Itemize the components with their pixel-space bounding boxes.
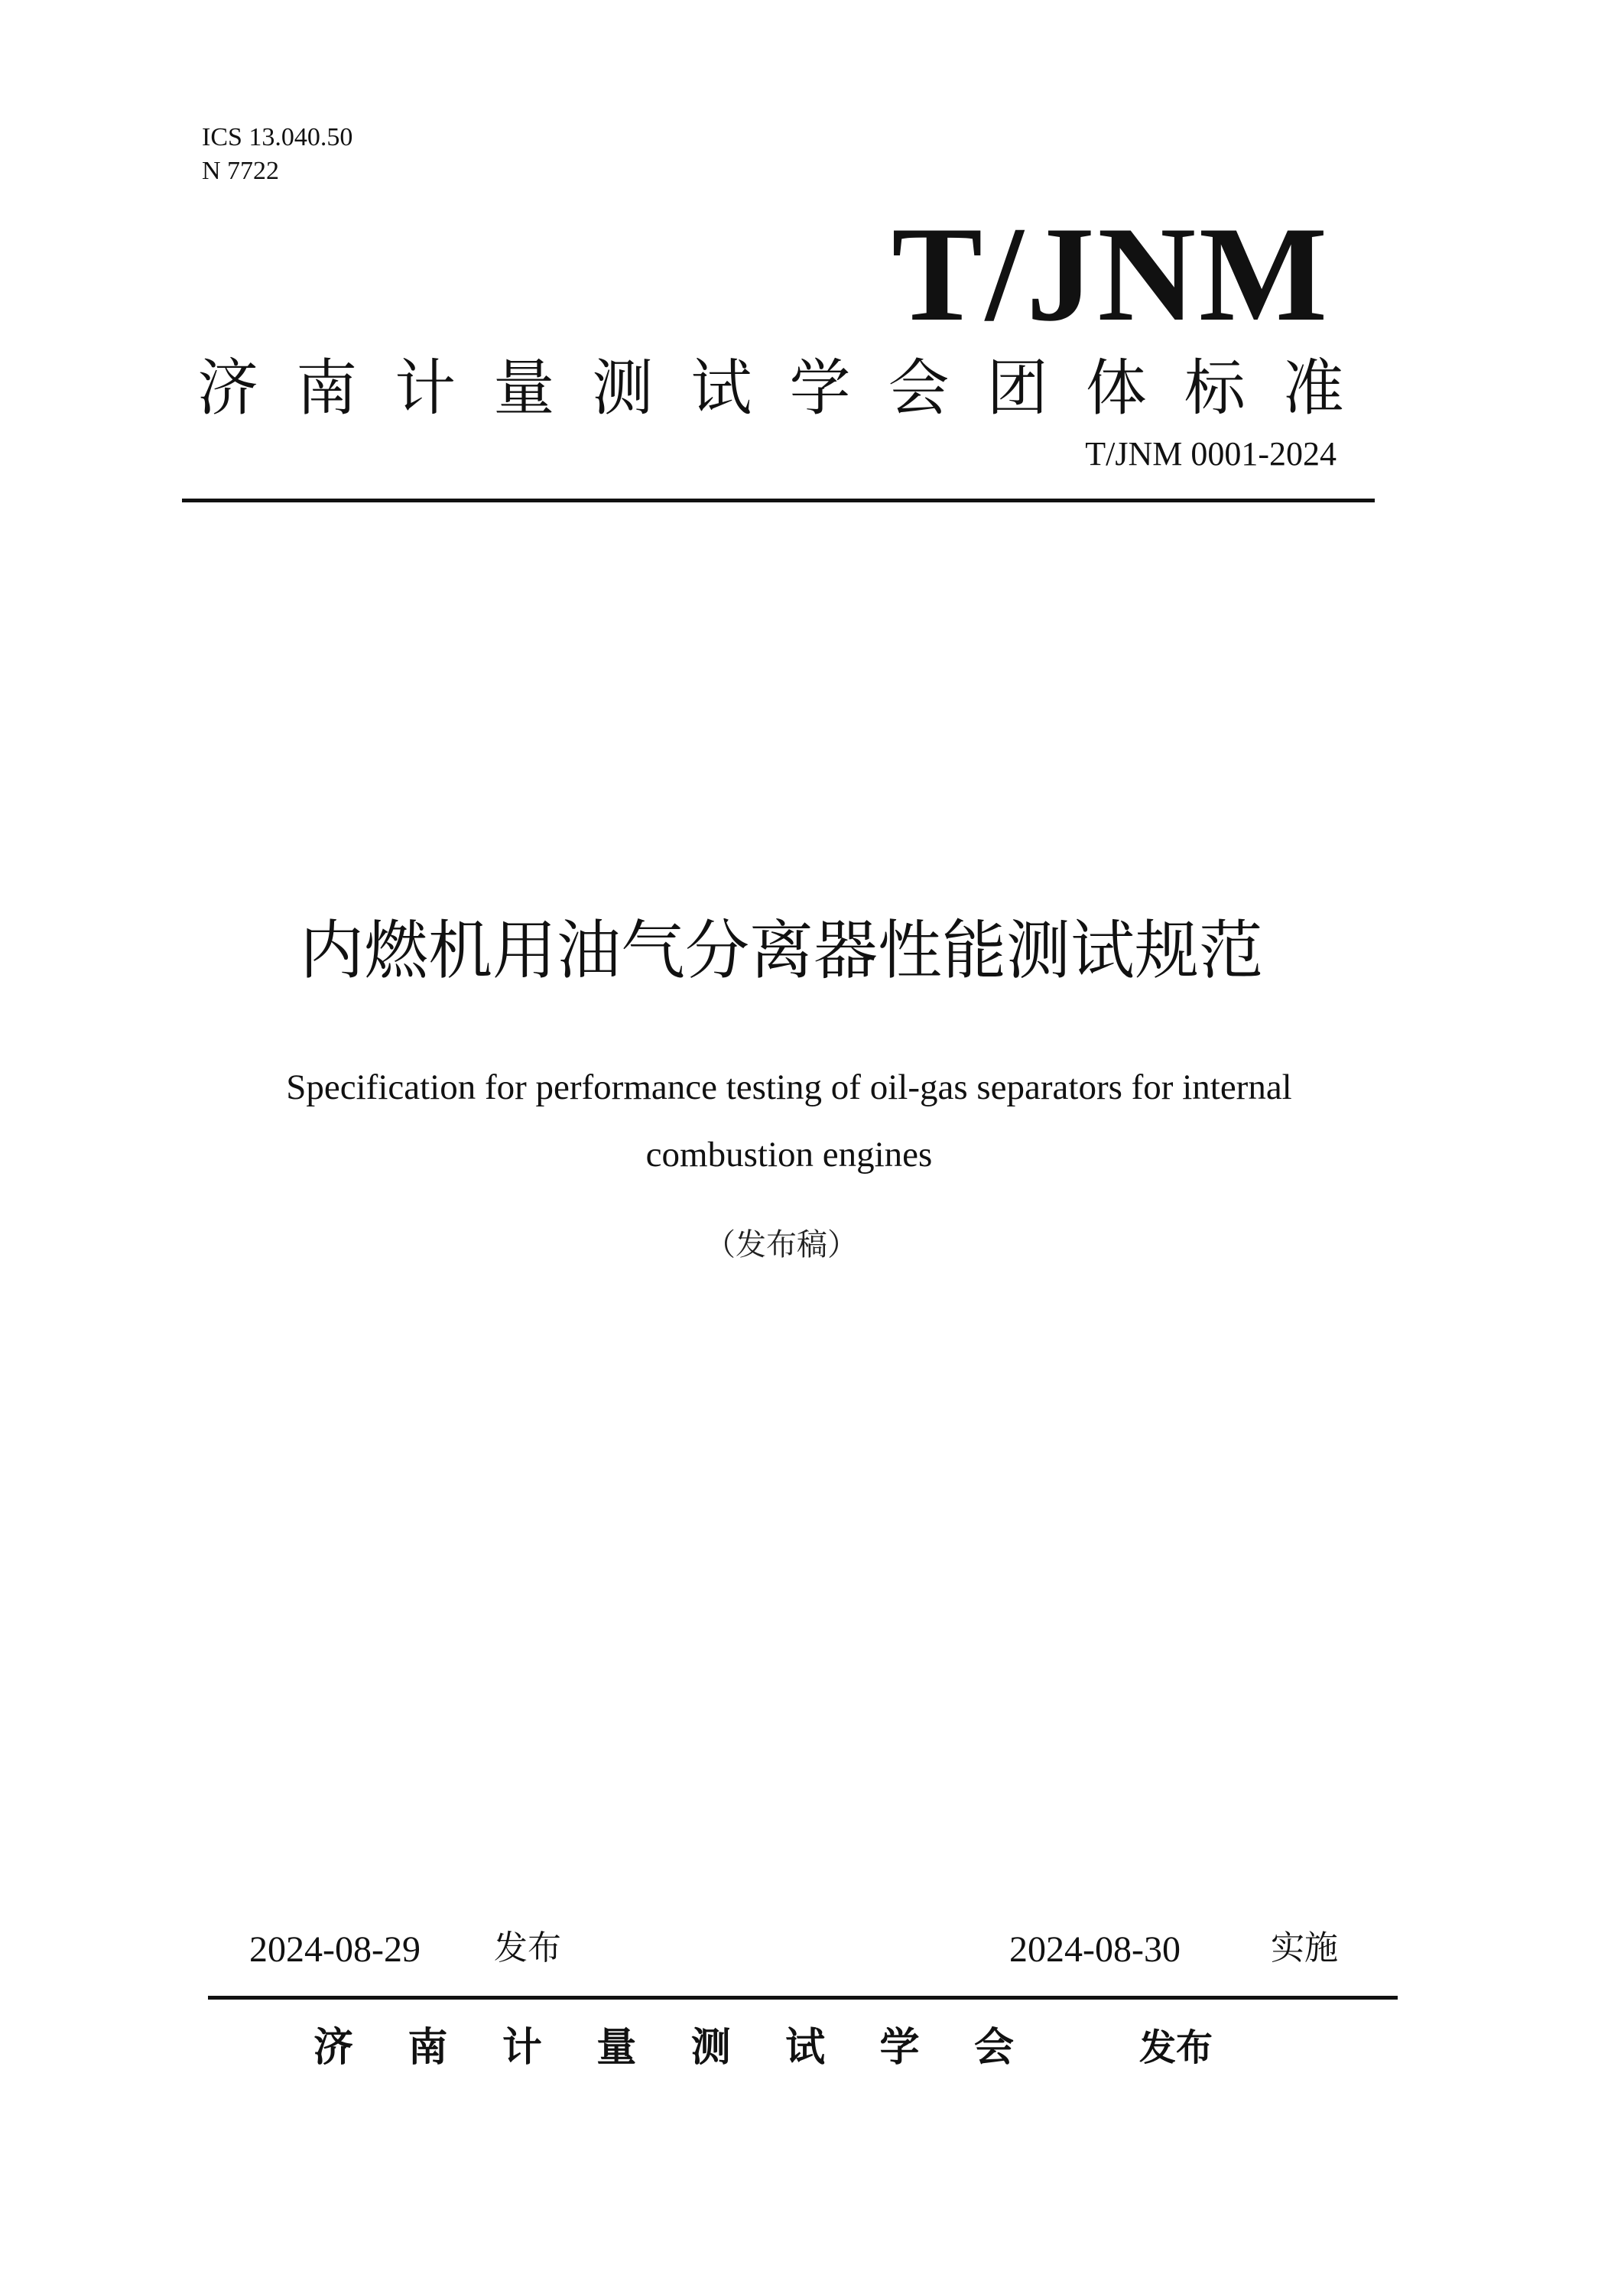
- issue-date: 2024-08-29: [249, 1929, 421, 1970]
- implementation-date: 2024-08-30: [1009, 1929, 1181, 1970]
- publisher-char: 学: [879, 2025, 920, 2071]
- top-divider: [182, 499, 1375, 502]
- society-standard-heading: [197, 350, 1344, 427]
- heading-char: 体: [1085, 353, 1147, 424]
- heading-char: 团: [986, 353, 1048, 424]
- heading-char: 学: [789, 353, 851, 424]
- heading-char: 济: [197, 353, 258, 424]
- publisher-label: 发布: [1139, 2026, 1213, 2069]
- publisher-char: 会: [973, 2025, 1014, 2071]
- publisher-char: 试: [785, 2025, 826, 2071]
- publisher-char: 量: [596, 2025, 637, 2071]
- standard-logo: T/JNM: [892, 198, 1330, 349]
- title-chinese: 内燃机用油气分离器性能测试规范: [299, 913, 1263, 988]
- heading-char: 试: [690, 353, 752, 424]
- standard-number: T/JNM 0001-2024: [1085, 435, 1337, 473]
- title-english: Specification for performance testing of oil-gas separators for internal combustion engines: [286, 1067, 1292, 1175]
- heading-char: 量: [493, 353, 555, 424]
- ics-code: ICS 13.040.50: [202, 123, 353, 151]
- publisher-char: 南: [408, 2025, 448, 2071]
- bottom-divider: [208, 1996, 1398, 2000]
- heading-char: 南: [296, 353, 358, 424]
- ccs-code: N 7722: [202, 157, 280, 185]
- draft-status: （发布稿）: [705, 1227, 858, 1262]
- heading-char: 会: [888, 353, 950, 424]
- publisher-char: 济: [313, 2025, 354, 2071]
- publisher-char: 计: [502, 2025, 542, 2071]
- issue-label: 发布: [494, 1928, 561, 1967]
- heading-char: 准: [1282, 353, 1344, 424]
- publisher-name: [313, 2019, 1014, 2077]
- publisher-char: 测: [690, 2025, 731, 2071]
- heading-char: 测: [592, 353, 654, 424]
- heading-char: 标: [1184, 353, 1246, 424]
- heading-char: 计: [395, 353, 456, 424]
- implementation-label: 实施: [1271, 1928, 1338, 1967]
